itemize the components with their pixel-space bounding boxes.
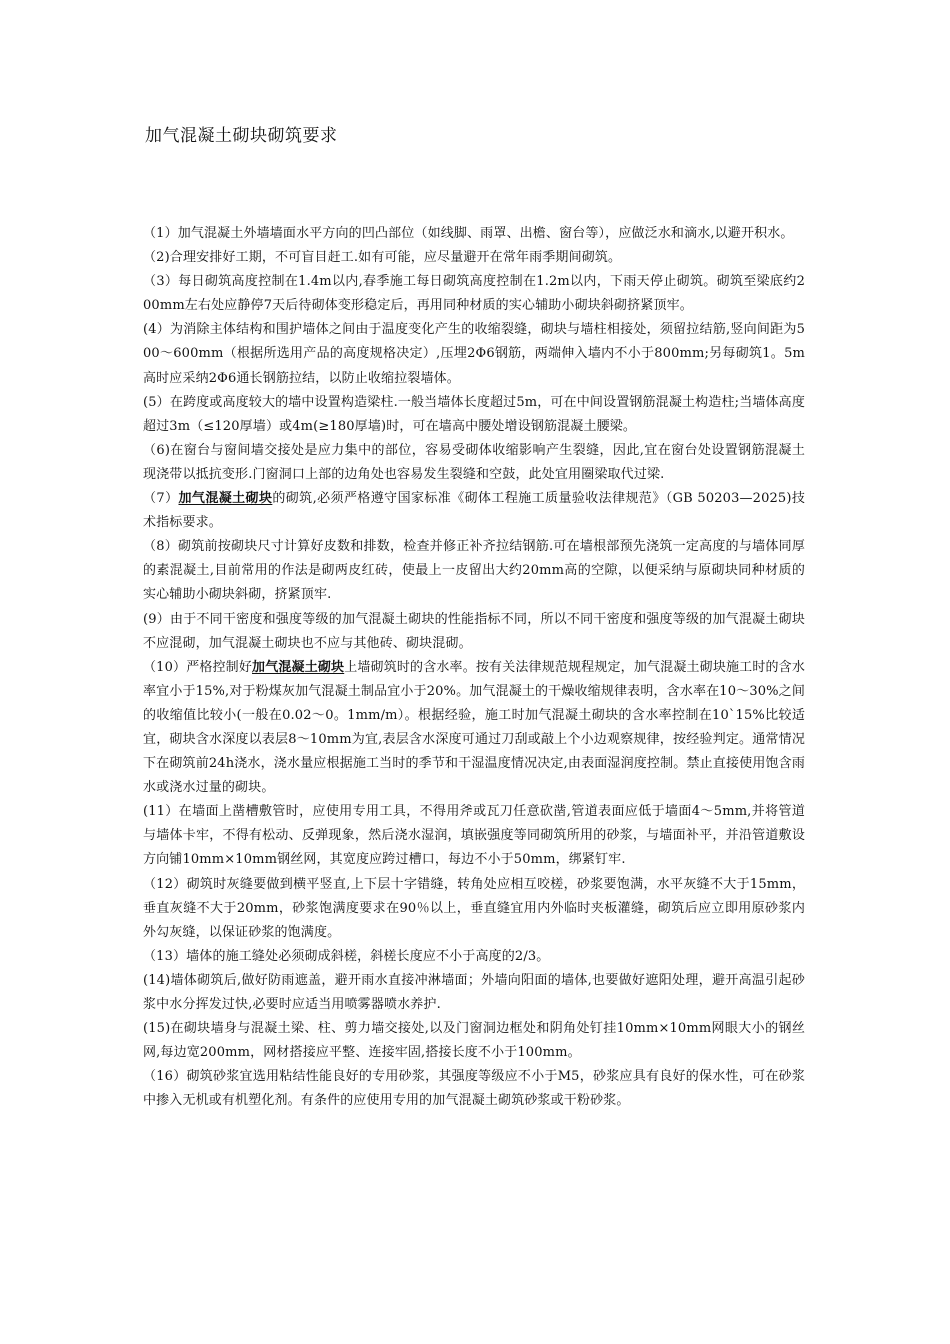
paragraph-6: （6)在窗台与窗间墙交接处是应力集中的部位，容易受砌体收缩影响产生裂缝，因此,宜在窗台处设置钢筋混凝土现浇带以抵抗变形.门窗洞口上部的边角处也容易发生裂缝和空鼓，此处宜用圈梁取代过梁. — [143, 442, 805, 482]
paragraph-7 — [143, 487, 805, 535]
paragraph-10-text: 上墙砌筑时的含水率。按有关法律规范规程规定，加气混凝土砌块施工时的含水率宜小于15%,对于粉煤灰加气混凝土制品宜小于20%。加气混凝土的干燥收缩规律表明，含水率在10～30%之间的收缩值比较小(一般在0.02～0。1mm/m）。根据经验，施工时加气混凝土砌块的含水率控制在10`15%比较适宜，砌块含水深度以表层8～10mm为宜,表层含水深度可通过刀刮或敲上个小边观察规律，按经验判定。通常情况下在砌筑前24h浇水，浇水量应根据施工当时的季节和干湿温度情况决定,由表面湿润度控制。禁止直接使用饱含雨水或浇水过量的砌块。 — [143, 659, 805, 796]
paragraph-3: （3）每日砌筑高度控制在1.4m以内,春季施工每日砌筑高度控制在1.2m以内，下雨天停止砌筑。砌筑至梁底约200mm左右处应静停7天后待砌体变形稳定后，再用同种材质的实心辅助小砌块斜砌挤紧顶牢。 — [143, 274, 805, 314]
paragraph-4: (4）为消除主体结构和围护墙体之间由于温度变化产生的收缩裂缝，砌块与墙柱相接处，须留拉结筋,竖向间距为500～600mm（根据所选用产品的高度规格决定）,压埋2Φ6钢筋，两端伸入墙内不小于800mm;另每砌筑1。5m高时应采纳2Φ6通长钢筋拉结，以防止收缩拉裂墙体。 — [143, 322, 805, 386]
paragraph-8: （8）砌筑前按砌块尺寸计算好皮数和排数，检查并修正补齐拉结钢筋.可在墙根部预先浇筑一定高度的与墙体同厚的素混凝土,目前常用的作法是砌两皮红砖，使最上一皮留出大约20mm高的空隙，以便采纳与原砌块同种材质的实心辅助小砌块斜砌，挤紧顶牢. — [143, 539, 805, 603]
paragraph-7-text: 的砌筑,必须严格遵守国家标准《砌体工程施工质量验收法律规范》（GB 50203—2025)技术指标要求。 — [143, 491, 805, 531]
paragraph-11: (11）在墙面上凿槽敷管时，应使用专用工具，不得用斧或瓦刀任意砍凿,管道表面应低于墙面4～5mm,并将管道与墙体卡牢，不得有松动、反弹现象，然后浇水湿润，填嵌强度等同砌筑所用的砂浆，与墙面补平，并沿管道敷设方向铺10mm×10mm钢丝网，其宽度应跨过槽口，每边不小于50mm，绑紧钉牢. — [143, 804, 805, 868]
paragraph-5: (5）在跨度或高度较大的墙中设置构造梁柱.一般当墙体长度超过5m，可在中间设置钢筋混凝土构造柱;当墙体高度超过3m（≤120厚墙）或4m(≥180厚墙)时，可在墙高中腰处增设钢筋混凝土腰梁。 — [143, 394, 805, 434]
paragraph-10 — [143, 656, 805, 801]
paragraph-15: (15)在砌块墙身与混凝土梁、柱、剪力墙交接处,以及门窗洞边框处和阴角处钉挂10mm×10mm网眼大小的钢丝网,每边宽200mm，网材搭接应平整、连接牢固,搭接长度不小于100mm。 — [143, 1021, 805, 1061]
page-title: 加气混凝土砌块砌筑要求 — [145, 126, 338, 146]
paragraph-1: （1）加气混凝土外墙墙面水平方向的凹凸部位（如线脚、雨罩、出檐、窗台等），应做泛水和滴水,以避开积水。 — [143, 226, 794, 241]
paragraph-13: （13）墙体的施工缝处必须砌成斜槎，斜槎长度应不小于高度的2/3。 — [143, 948, 550, 964]
paragraph-14: (14)墙体砌筑后,做好防雨遮盖，避开雨水直接冲淋墙面；外墙向阳面的墙体,也要做好遮阳处理，避开高温引起砂浆中水分挥发过快,必要时应适当用喷雾器喷水养护. — [143, 972, 805, 1012]
paragraph-9: (9）由于不同干密度和强度等级的加气混凝土砌块的性能指标不同，所以不同干密度和强度等级的加气混凝土砌块不应混砌，加气混凝土砌块也不应与其他砖、砌块混砌。 — [143, 611, 805, 651]
paragraph-16: （16）砌筑砂浆宜选用粘结性能良好的专用砂浆，其强度等级应不小于M5，砂浆应具有良好的保水性，可在砂浆中掺入无机或有机塑化剂。有条件的应使用专用的加气混凝土砌筑砂浆或干粉砂浆。 — [143, 1069, 805, 1109]
paragraph-12: （12）砌筑时灰缝要做到横平竖直,上下层十字错缝，转角处应相互咬槎，砂浆要饱满，水平灰缝不大于15mm，垂直灰缝不大于20mm，砂浆饱满度要求在90％以上，垂直缝宜用内外临时夹板灌缝，砌筑后应立即用原砂浆内外勾灰缝，以保证砂浆的饱满度。 — [143, 876, 805, 940]
aerated-concrete-block-link[interactable]: 加气混凝土砌块 — [178, 491, 273, 507]
aerated-concrete-block-link-2[interactable]: 加气混凝土砌块 — [252, 659, 345, 675]
document-body — [143, 222, 805, 1113]
paragraph-10-prefix: （10）严格控制好 — [143, 659, 253, 675]
paragraph-2: （2)合理安排好工期，不可盲目赶工.如有可能，应尽量避开在常年雨季期间砌筑。 — [143, 250, 622, 266]
paragraph-7-prefix: （7） — [143, 491, 179, 507]
